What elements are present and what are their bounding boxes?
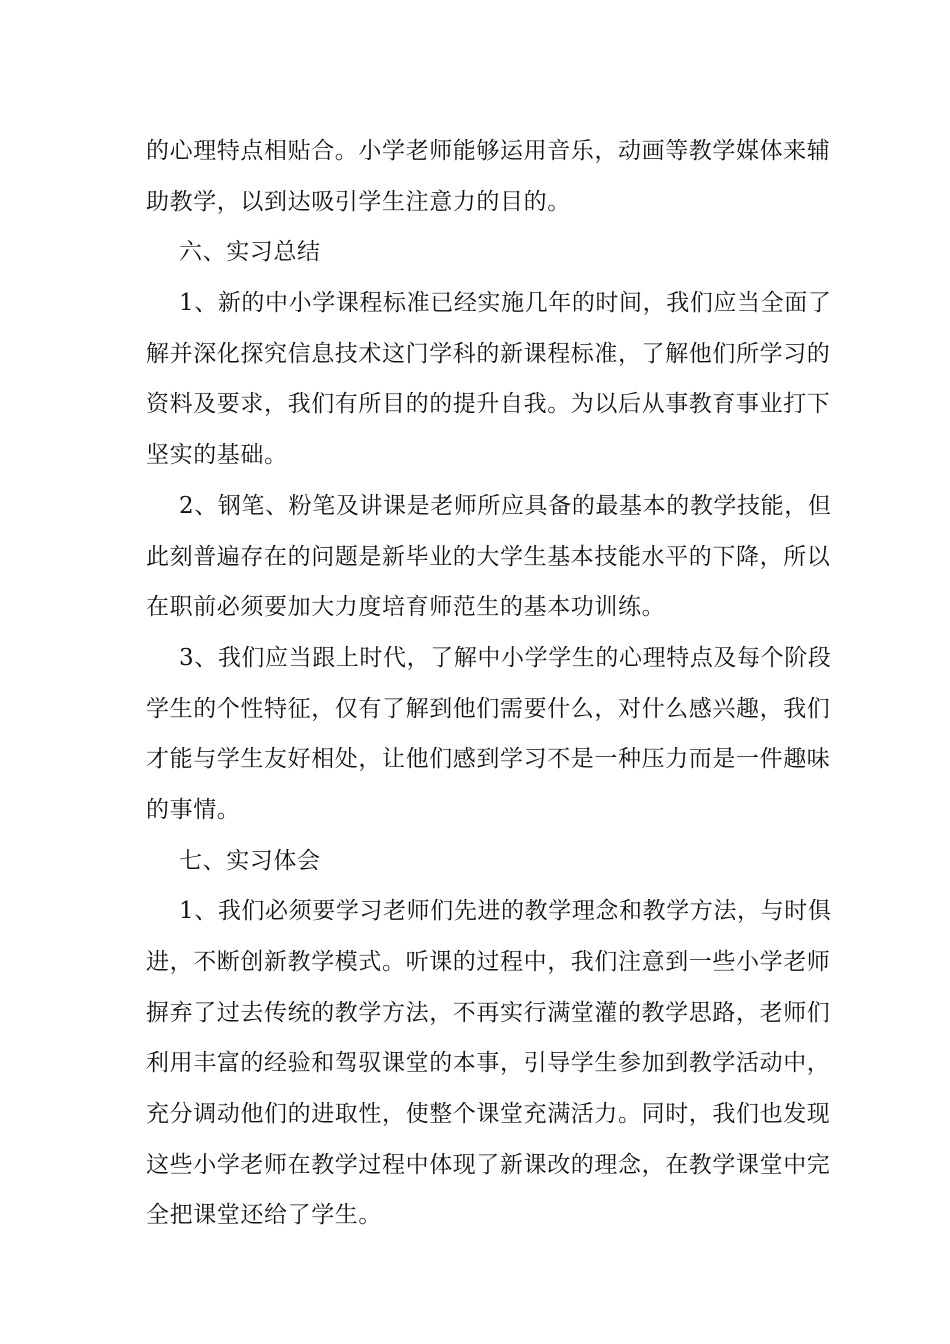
- paragraph-line: 进，不断创新教学模式。听课的过程中，我们注意到一些小学老师: [146, 949, 831, 975]
- document-page: [146, 126, 832, 1241]
- paragraph-line: 在职前必须要加大力度培育师范生的基本功训练。: [146, 594, 666, 621]
- paragraph-line: 全把课堂还给了学生。: [146, 1202, 382, 1229]
- paragraph-line: 1、新的中小学课程标准已经实施几年的时间，我们应当全面了: [179, 290, 832, 317]
- paragraph-line: 才能与学生友好相处，让他们感到学习不是一种压力而是一件趣味: [146, 746, 831, 773]
- paragraph-line: 1、我们必须要学习老师们先进的教学理念和教学方法，与时俱: [179, 898, 832, 925]
- paragraph-line: 资料及要求，我们有所目的的提升自我。为以后从事教育事业打下: [146, 391, 831, 418]
- paragraph-line: 这些小学老师在教学过程中体现了新课改的理念，在教学课堂中完: [146, 1151, 831, 1178]
- paragraph-line: 利用丰富的经验和驾驭课堂的本事，引导学生参加到教学活动中，: [146, 1050, 831, 1077]
- paragraph-line: 充分调动他们的进取性，使整个课堂充满活力。同时，我们也发现: [146, 1101, 831, 1128]
- section-heading-summary: 六、实习总结: [179, 239, 321, 266]
- paragraph-line: 3、我们应当跟上时代，了解中小学学生的心理特点及每个阶段: [179, 644, 832, 671]
- paragraph-line: 解并深化探究信息技术这门学科的新课程标准，了解他们所学习的: [146, 340, 831, 367]
- paragraph-line: 坚实的基础。: [146, 442, 288, 469]
- section-heading-experience: 七、实习体会: [179, 847, 321, 874]
- paragraph-line: 助教学，以到达吸引学生注意力的目的。: [146, 188, 571, 215]
- paragraph-line: 摒弃了过去传统的教学方法，不再实行满堂灌的教学思路，老师们: [146, 999, 831, 1026]
- paragraph-line: 的事情。: [146, 796, 241, 823]
- paragraph-line: 2、钢笔、粉笔及讲课是老师所应具备的最基本的教学技能，但: [179, 492, 832, 519]
- paragraph-line: 的心理特点相贴合。小学老师能够运用音乐，动画等教学媒体来辅: [146, 138, 831, 164]
- paragraph-line: 学生的个性特征，仅有了解到他们需要什么，对什么感兴趣，我们: [146, 695, 831, 722]
- paragraph-line: 此刻普遍存在的问题是新毕业的大学生基本技能水平的下降，所以: [146, 543, 831, 570]
